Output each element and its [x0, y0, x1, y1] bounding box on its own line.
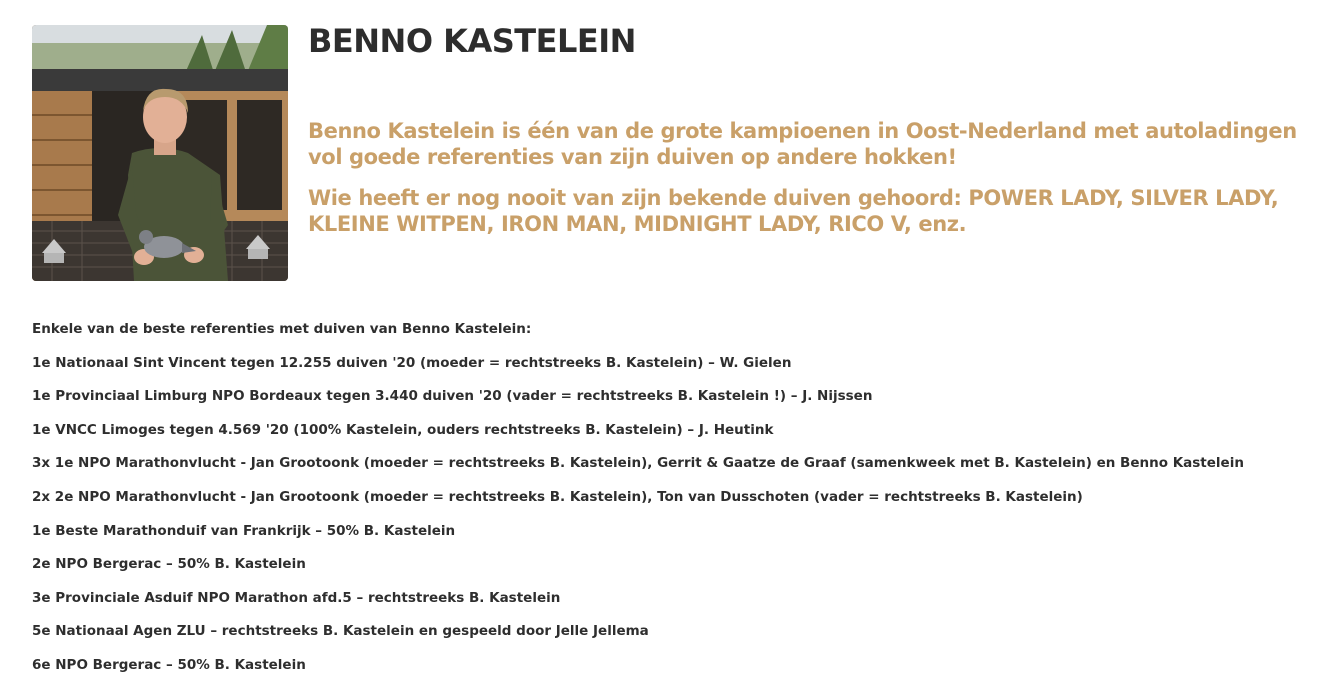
- intro-paragraph: Benno Kastelein is één van de grote kampioenen in Oost-Nederland met autoladingen vol goede referenties van zijn duiven op andere hokken!: [308, 119, 1297, 169]
- reference-item: 5e Nationaal Agen ZLU – rechtstreeks B. Kastelein en gespeeld door Jelle Jellema: [32, 623, 649, 640]
- reference-item: 1e VNCC Limoges tegen 4.569 '20 (100% Kastelein, ouders rechtstreeks B. Kastelein) – J. Heutink: [32, 421, 774, 438]
- references-list: [32, 319, 1312, 689]
- reference-item: 2x 2e NPO Marathonvlucht - Jan Grootoonk (moeder = rechtstreeks B. Kastelein), Ton van Dusschoten (vader = rechtstreeks B. Kastelein): [32, 488, 1083, 505]
- reference-item: 1e Beste Marathonduif van Frankrijk – 50% B. Kastelein: [32, 522, 456, 539]
- famous-pigeons-paragraph: Wie heeft er nog nooit van zijn bekende duiven gehoord: POWER LADY, SILVER LADY, KLEINE WITPEN, IRON MAN, MIDNIGHT LADY, RICO V, enz.: [308, 186, 1279, 236]
- reference-item: 2e NPO Bergerac – 50% B. Kastelein: [32, 556, 306, 573]
- reference-item: 6e NPO Bergerac – 50% B. Kastelein: [32, 656, 306, 673]
- reference-item: 3x 1e NPO Marathonvlucht - Jan Grootoonk (moeder = rechtstreeks B. Kastelein), Gerrit & Gaatze de Graaf (samenkweek met B. Kastelein) en Benno Kastelein: [32, 455, 1244, 472]
- profile-photo: [32, 25, 288, 281]
- page-title: BENNO KASTELEIN: [308, 22, 636, 60]
- reference-item: 3e Provinciale Asduif NPO Marathon afd.5 – rechtstreeks B. Kastelein: [32, 589, 561, 606]
- reference-item: 1e Provinciaal Limburg NPO Bordeaux tegen 3.440 duiven '20 (vader = rechtstreeks B. Kastelein !) – J. Nijssen: [32, 388, 873, 405]
- reference-item: 1e Nationaal Sint Vincent tegen 12.255 duiven '20 (moeder = rechtstreeks B. Kastelein) – W. Gielen: [32, 354, 792, 371]
- references-heading: Enkele van de beste referenties met duiven van Benno Kastelein:: [32, 321, 532, 337]
